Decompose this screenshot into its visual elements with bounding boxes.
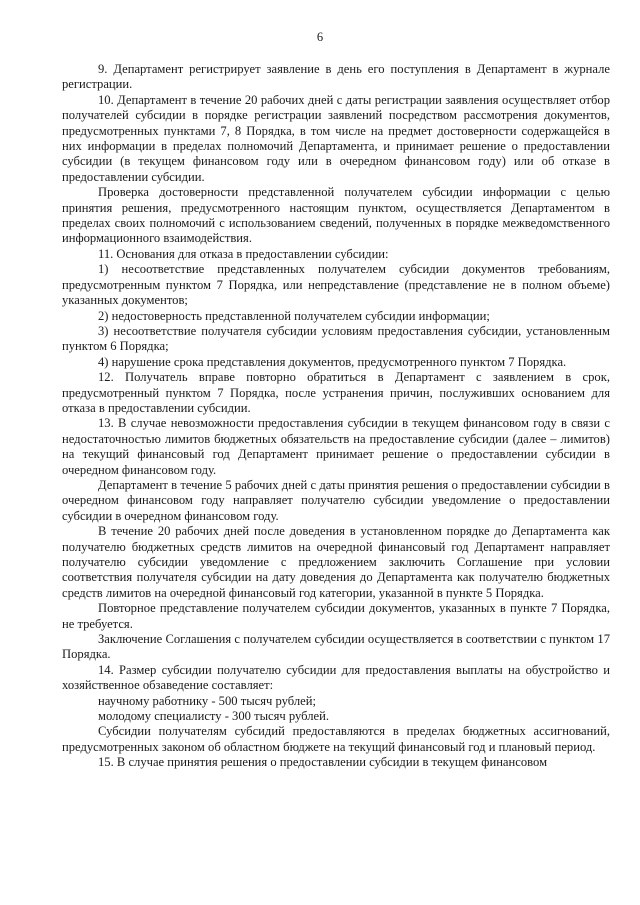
paragraph-14-specialist: молодому специалисту - 300 тысяч рублей.: [98, 709, 330, 724]
paragraph-12: 12. Получатель вправе повторно обратиться в Департамент с заявлением в срок, предусмотренный пунктом 7 Порядка, после устранения причин, послуживших основанием для отказа в предоставлении субсидии.: [62, 370, 610, 415]
paragraph-11-item-3: 3) несоответствие получателя субсидии условиям предоставления субсидии, установленным пунктом 6 Порядка;: [62, 323, 610, 354]
paragraph-10: 10. Департамент в течение 20 рабочих дней с даты регистрации заявления осуществляет отбор получателей субсидии в порядке регистрации заявлений посредством рассмотрения документов, предусмотренных пунктами 7, 8 Порядка, в том числе на предмет достоверности содержащейся в них информации в пределах полномочий Департамента, и принимает решение о предоставлении субсидии (в текущем финансовом году или в очередном финансовом году) или об отказе в предоставлении субсидии.: [62, 92, 610, 184]
paragraph-10-verification: Проверка достоверности представленной получателем субсидии информации с целью принятия решения, предусмотренного настоящим пунктом, осуществляется Департаментом в пределах своих полномочий с использованием сведений, полученных в порядке межведомственного информационного взаимодействия.: [62, 185, 610, 246]
paragraph-13-documents: Повторное представление получателем субсидии документов, указанных в пункте 7 Порядка, не требуется.: [62, 601, 610, 631]
paragraph-13-agreement: В течение 20 рабочих дней после доведения в установленном порядке до Департамента как получателю бюджетных средств лимитов на очередной финансовый год Департамент направляет получателю субсидии уведомление с предложением заключить Соглашение при условии соответствия получателя субсидии на дату доведения до Департамента как получателю бюджетных средств лимитов на очередной финансовый год категории, указанной в пункте 5 Порядка.: [62, 524, 610, 600]
paragraph-11-item-2: 2) недостоверность представленной получателем субсидии информации;: [98, 308, 490, 323]
paragraph-9: 9. Департамент регистрирует заявление в день его поступления в Департамент в журнале регистрации.: [62, 62, 610, 92]
document-body: [62, 62, 610, 771]
paragraph-11-item-1: 1) несоответствие представленных получателем субсидии документов требованиям, предусмотренным пунктом 7 Порядка, или непредставление (представление не в полном объеме) указанных документов;: [62, 262, 610, 308]
paragraph-13: 13. В случае невозможности предоставления субсидии в текущем финансовом году в связи с недостаточностью лимитов бюджетных обязательств на предоставление субсидии (далее – лимитов) на текущий финансовый год Департамент принимает решение о предоставлении субсидии в очередном финансовом году.: [62, 416, 610, 477]
paragraph-14-budget: Субсидии получателям субсидий предоставляются в пределах бюджетных ассигнований, предусмотренных законом об областном бюджете на текущий финансовый год и плановый период.: [62, 724, 610, 754]
paragraph-14-scientist: научному работнику - 500 тысяч рублей;: [98, 693, 317, 708]
paragraph-13-conclusion: Заключение Соглашения с получателем субсидии осуществляется в соответствии с пунктом 17 Порядка.: [62, 632, 610, 662]
page-number: 6: [316, 30, 324, 44]
paragraph-11: 11. Основания для отказа в предоставлении субсидии:: [98, 246, 389, 261]
paragraph-14: 14. Размер субсидии получателю субсидии для предоставления выплаты на обустройство и хозяйственное обзаведение составляет:: [62, 662, 610, 693]
paragraph-15: 15. В случае принятия решения о предоставлении субсидии в текущем финансовом: [98, 755, 548, 770]
paragraph-13-notification: Департамент в течение 5 рабочих дней с даты принятия решения о предоставлении субсидии в очередном финансовом году направляет получателю субсидии уведомление о предоставлении субсидии в очередном финансовом году.: [62, 477, 610, 523]
paragraph-11-item-4: 4) нарушение срока представления документов, предусмотренного пунктом 7 Порядка.: [98, 354, 567, 369]
